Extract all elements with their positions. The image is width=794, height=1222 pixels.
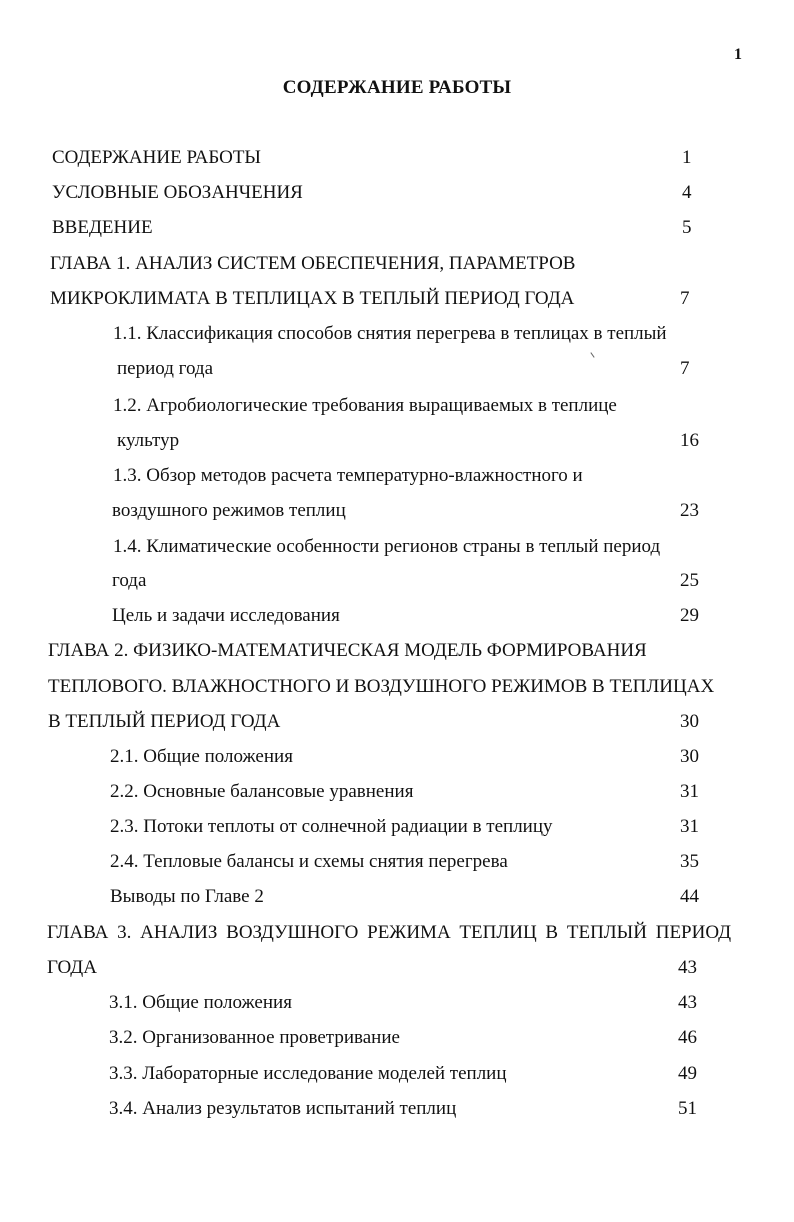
toc-entry-page: 23 — [680, 500, 699, 521]
page-title: СОДЕРЖАНИЕ РАБОТЫ — [282, 77, 512, 98]
toc-entry-page: 1 — [682, 147, 692, 168]
toc-entry-page: 44 — [680, 886, 699, 907]
toc-entry-page: 51 — [678, 1098, 697, 1119]
toc-entry-title: 3.4. Анализ результатов испытаний теплиц — [109, 1098, 457, 1119]
toc-entry-title-continued: ТЕПЛОВОГО. ВЛАЖНОСТНОГО И ВОЗДУШНОГО РЕЖИМОВ В ТЕПЛИЦАХ — [48, 676, 715, 697]
toc-entry-title: 1.2. Агробиологические требования выращиваемых в теплице — [113, 395, 617, 416]
toc-entry-title: Выводы по Главе 2 — [110, 886, 264, 907]
toc-entry-page: 31 — [680, 816, 699, 837]
toc-entry-page: 43 — [678, 957, 697, 978]
toc-entry-title: 2.4. Тепловые балансы и схемы снятия перегрева — [110, 851, 508, 872]
toc-entry-title: 1.4. Климатические особенности регионов страны в теплый период — [113, 536, 661, 557]
toc-entry-title: 3.1. Общие положения — [109, 992, 292, 1013]
toc-entry-title-continued: ГОДА — [47, 957, 97, 978]
toc-entry-title-continued: воздушного режимов теплиц — [112, 500, 346, 521]
toc-entry-page: 7 — [680, 288, 690, 309]
toc-entry-page: 4 — [682, 182, 692, 203]
toc-entry-title: 3.3. Лабораторные исследование моделей теплиц — [109, 1063, 507, 1084]
toc-entry-title: 3.2. Организованное проветривание — [109, 1027, 400, 1048]
toc-entry-page: 49 — [678, 1063, 697, 1084]
toc-entry-title: ВВЕДЕНИЕ — [52, 217, 153, 238]
page-number: 1 — [734, 46, 742, 63]
toc-entry-title: 2.2. Основные балансовые уравнения — [110, 781, 414, 802]
toc-entry-title: УСЛОВНЫЕ ОБОЗАНЧЕНИЯ — [52, 182, 303, 203]
toc-entry-page: 43 — [678, 992, 697, 1013]
toc-entry-page: 30 — [680, 746, 699, 767]
toc-entry-page: 30 — [680, 711, 699, 732]
toc-entry-title-continued: период года — [117, 358, 214, 379]
toc-entry-title-continued: года — [112, 570, 147, 591]
toc-entry-title-continued: В ТЕПЛЫЙ ПЕРИОД ГОДА — [48, 711, 281, 732]
toc-entry-page: 35 — [680, 851, 699, 872]
toc-entry-title-continued: МИКРОКЛИМАТА В ТЕПЛИЦАХ В ТЕПЛЫЙ ПЕРИОД ГОДА — [50, 288, 575, 309]
toc-entry-page: 46 — [678, 1027, 697, 1048]
toc-entry-title: ГЛАВА 3. АНАЛИЗ ВОЗДУШНОГО РЕЖИМА ТЕПЛИЦ В ТЕПЛЫЙ ПЕРИОД — [47, 922, 732, 943]
toc-entry-title: ГЛАВА 1. АНАЛИЗ СИСТЕМ ОБЕСПЕЧЕНИЯ, ПАРАМЕТРОВ — [50, 253, 576, 274]
toc-entry-page: 29 — [680, 605, 699, 626]
toc-entry-title: 1.3. Обзор методов расчета температурно-влажностного и — [113, 465, 583, 486]
toc-entry-page: 25 — [680, 570, 699, 591]
toc-entry-title: 2.3. Потоки теплоты от солнечной радиации в теплицу — [110, 816, 553, 837]
toc-entry-title: Цель и задачи исследования — [112, 605, 340, 626]
scan-speck — [590, 352, 594, 357]
toc-entry-page: 5 — [682, 217, 692, 238]
toc-entry-title-continued: культур — [117, 430, 180, 451]
toc-entry-title: СОДЕРЖАНИЕ РАБОТЫ — [52, 147, 261, 168]
toc-entry-title: 2.1. Общие положения — [110, 746, 293, 767]
toc-entry-page: 16 — [680, 430, 699, 451]
toc-entry-page: 7 — [680, 358, 690, 379]
toc-entry-title: 1.1. Классификация способов снятия перегрева в теплицах в теплый — [113, 323, 667, 344]
toc-entry-title: ГЛАВА 2. ФИЗИКО-МАТЕМАТИЧЕСКАЯ МОДЕЛЬ ФОРМИРОВАНИЯ — [48, 640, 647, 661]
toc-entry-page: 31 — [680, 781, 699, 802]
